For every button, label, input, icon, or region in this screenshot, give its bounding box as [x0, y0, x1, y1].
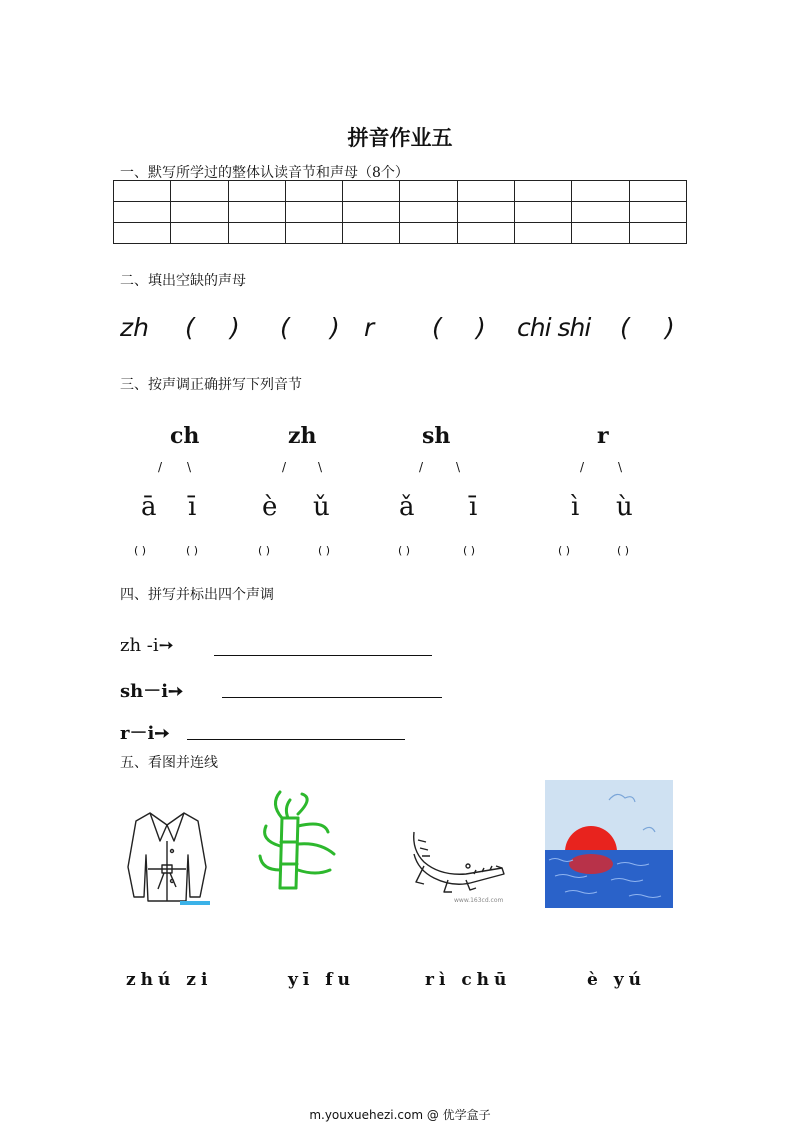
pinyin-yi-fu: yī fu — [288, 970, 355, 990]
vowel-i4: ì — [571, 492, 580, 522]
slash-mark: / — [580, 460, 585, 474]
answer-paren: ( ) — [558, 544, 571, 557]
syllables-chi-shi: chi shi — [517, 313, 591, 342]
initial-ch: ch — [170, 423, 200, 449]
slash-mark: / — [158, 460, 163, 474]
writing-grid — [113, 180, 687, 244]
tone-row-shi: sh－i➙ — [120, 681, 184, 702]
section-1-heading: 一、默写所学过的整体认读音节和声母（8个） — [120, 165, 409, 181]
blank-close-paren: ) — [476, 313, 486, 342]
answer-paren: ( ) — [318, 544, 331, 557]
answer-paren: ( ) — [398, 544, 411, 557]
initial-sh: sh — [422, 423, 451, 449]
section-3-heading: 三、按声调正确拼写下列音节 — [120, 377, 302, 393]
vowel-e4: è — [262, 492, 278, 522]
tone-row-ri: r－i➙ — [120, 723, 170, 744]
blank-close-paren: ) — [665, 313, 675, 342]
answer-paren: ( ) — [186, 544, 199, 557]
slash-mark: / — [282, 460, 287, 474]
initial-zh: zh — [288, 423, 317, 449]
vowel-u3: ǔ — [313, 492, 330, 522]
vowel-a1: ā — [141, 492, 157, 522]
backslash-mark: \ — [187, 460, 192, 474]
watermark-text: www.163cd.com — [454, 897, 504, 904]
section-2-heading: 二、填出空缺的声母 — [120, 273, 246, 289]
answer-underline — [214, 655, 432, 656]
pinyin-e-yu: è yú — [587, 970, 646, 990]
tone-row-zhi: zh -i➙ — [120, 635, 174, 656]
vowel-i1: ī — [188, 492, 197, 522]
grid-row — [114, 223, 687, 244]
answer-paren: ( ) — [463, 544, 476, 557]
coat-image — [120, 805, 215, 909]
blank-open-paren: ( — [432, 313, 442, 342]
grid-row — [114, 181, 687, 202]
blank-close-paren: ) — [330, 313, 340, 342]
blank-open-paren: ( — [185, 313, 195, 342]
answer-underline — [187, 739, 405, 740]
initial-r: r — [597, 423, 609, 449]
answer-underline — [222, 697, 442, 698]
vowel-u4: ù — [616, 492, 633, 522]
slash-mark: / — [419, 460, 424, 474]
backslash-mark: \ — [618, 460, 623, 474]
grid-row — [114, 202, 687, 223]
page-title: 拼音作业五 — [347, 125, 453, 150]
sunrise-image — [545, 780, 673, 908]
blank-open-paren: ( — [280, 313, 290, 342]
pinyin-ri-chu: rì chū — [425, 970, 512, 990]
answer-paren: ( ) — [258, 544, 271, 557]
backslash-mark: \ — [456, 460, 461, 474]
blank-close-paren: ) — [230, 313, 240, 342]
backslash-mark: \ — [318, 460, 323, 474]
section-5-heading: 五、看图并连线 — [120, 755, 218, 771]
crocodile-image — [404, 826, 516, 906]
footer-source: m.youxuehezi.com @ 优学盒子 — [309, 1108, 491, 1122]
answer-paren: ( ) — [617, 544, 630, 557]
vowel-i1: ī — [469, 492, 478, 522]
blank-open-paren: ( — [620, 313, 630, 342]
initial-zh: zh — [120, 313, 149, 342]
pinyin-zhu-zi: zhú zi — [126, 970, 213, 990]
vowel-a3: ǎ — [399, 492, 415, 522]
bamboo-image — [240, 784, 358, 908]
answer-paren: ( ) — [134, 544, 147, 557]
initial-r: r — [364, 313, 375, 342]
section-4-heading: 四、拼写并标出四个声调 — [120, 587, 274, 603]
